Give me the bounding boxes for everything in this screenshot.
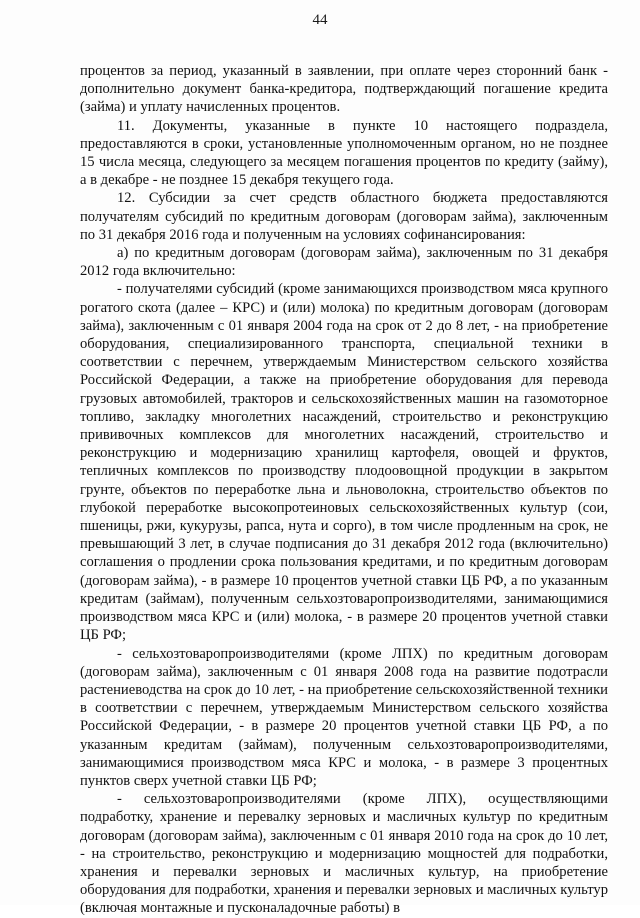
paragraph: - сельхозтоваропроизводителями (кроме ЛПХ), осуществляющими подработку, хранение и перевалку зерновых и масличных культур по кредитным договорам (договорам займа), заключенным с 01 января 2010 года на срок до 10 лет, - на строительство, реконструкцию и модернизацию мощностей для подработки, хранения и перевалки зерновых и масличных культур, на приобретение оборудования для подработки, хранения и перевалки зерновых и масличных культур (включая монтажные и пусконаладочные работы) в — [80, 791, 608, 917]
paragraph: - получателями субсидий (кроме занимающихся производством мяса крупного рогатого скота (далее – КРС) и (или) молока) по кредитным договорам (договорам займа), заключенным с 01 января 2004 года на срок от 2 до 8 лет, - на приобретение оборудования, специализированного транспорта, специальной техники в соответствии с перечнем, утверждаемым Министерством сельского хозяйства Российской Федерации, а также на приобретение оборудования для перевода грузовых автомобилей, тракторов и сельскохозяйственных машин на газомоторное топливо, закладку многолетних насаждений, строительство и реконструкцию прививочных комплексов для многолетних насаждений, строительство и реконструкцию и модернизацию хранилищ картофеля, овощей и фруктов, тепличных комплексов по производству плодоовощной продукции в закрытом грунте, объектов по переработке льна и льноволокна, строительство объектов по глубокой переработке высокопротеиновых сельскохозяйственных культур (сои, пшеницы, ржи, кукурузы, рапса, нута и сорго), в том числе продленным на срок, не превышающий 3 лет, в случае подписания до 31 декабря 2012 года (включительно) соглашения о продлении срока пользования кредитами, и по кредитным договорам (договорам займа), - в размере 10 процентов учетной ставки ЦБ РФ, а по указанным кредитам (займам), полученным сельхозтоваропроизводителями, занимающимися производством мяса КРС и (или) молока, - в размере 20 процентов учетной ставки ЦБ РФ; — [80, 281, 608, 644]
paragraph: 12. Субсидии за счет средств областного бюджета предоставляются получателям субсидий по кредитным договорам (договорам займа), заключенным по 31 декабря 2016 года и полученным на условиях софинансирования: — [80, 190, 608, 243]
document-body — [80, 62, 608, 918]
page-number: 44 — [312, 12, 328, 28]
paragraph: а) по кредитным договорам (договорам займа), заключенным по 31 декабря 2012 года включительно: — [80, 245, 608, 280]
paragraph: 11. Документы, указанные в пункте 10 настоящего подраздела, предоставляются в сроки, установленные уполномоченным органом, но не позднее 15 числа месяца, следующего за месяцем погашения процентов по кредиту (займу), а в декабре - не позднее 15 декабря текущего года. — [80, 117, 608, 189]
paragraph: - сельхозтоваропроизводителями (кроме ЛПХ) по кредитным договорам (договорам займа), заключенным с 01 января 2008 года на развитие подотрасли растениеводства на срок до 10 лет, - на приобретение сельскохозяйственной техники в соответствии с перечнем, утверждаемым Министерством сельского хозяйства Российской Федерации, - в размере 20 процентов учетной ставки ЦБ РФ, а по указанным кредитам (займам), полученным сельхозтоваропроизводителями, занимающимися производством мяса КРС и молока, - в размере 3 процентных пунктов сверх учетной ставки ЦБ РФ; — [80, 645, 608, 789]
paragraph: процентов за период, указанный в заявлении, при оплате через сторонний банк - дополнительно документ банка-кредитора, подтверждающий погашение кредита (займа) и уплату начисленных процентов. — [80, 63, 608, 116]
